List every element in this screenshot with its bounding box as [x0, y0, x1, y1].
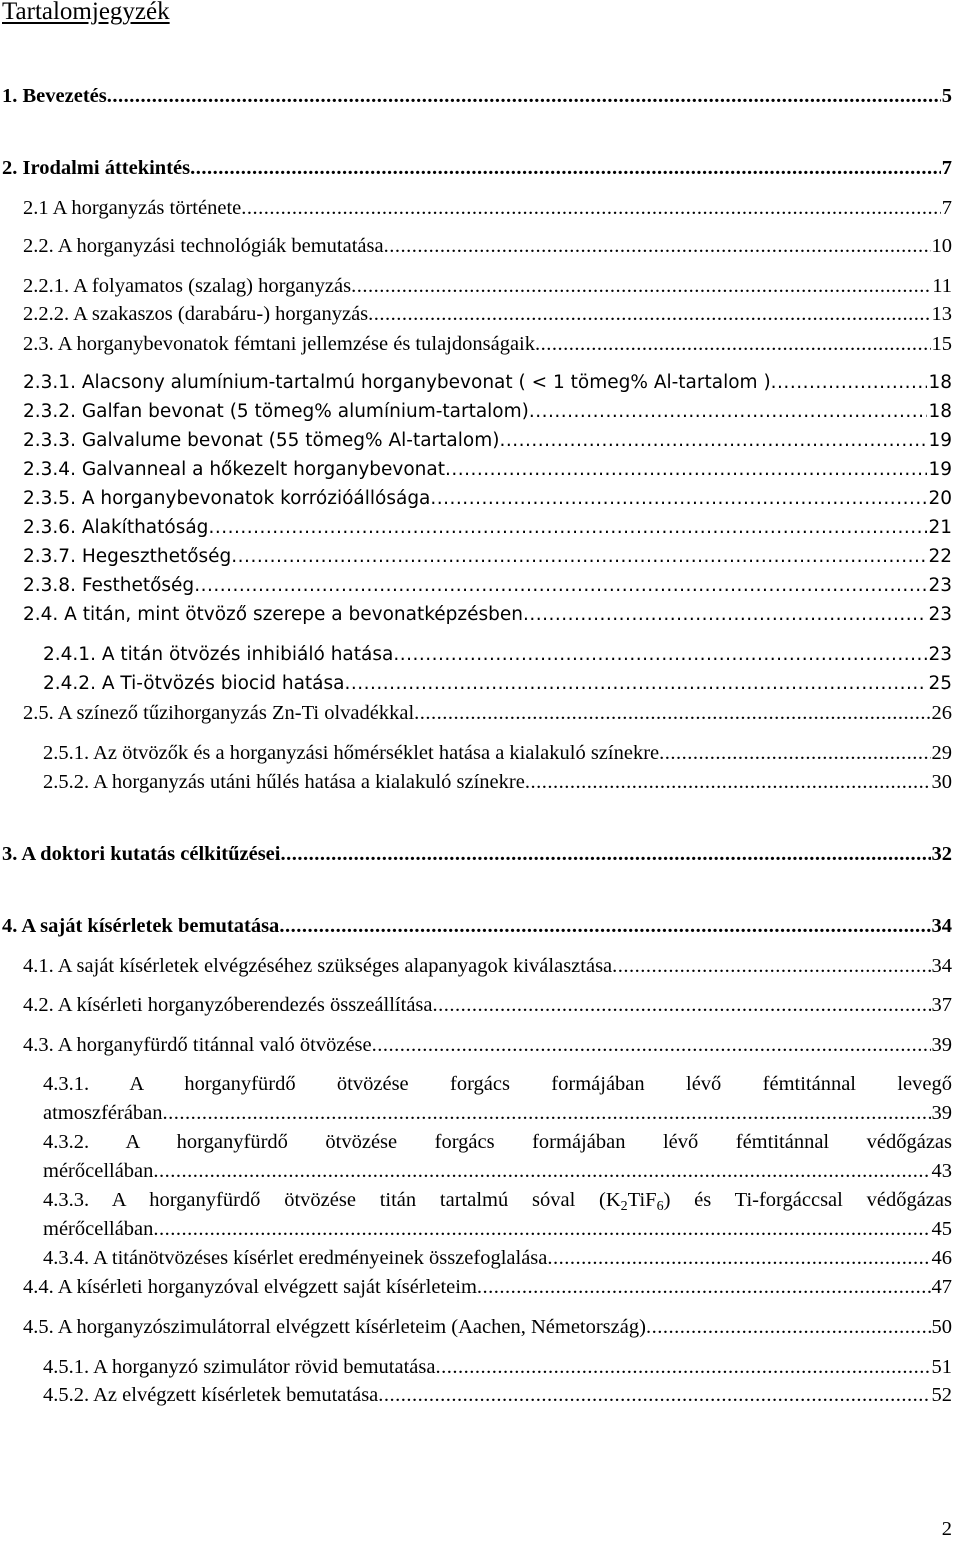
toc-entry-label: 2.2. A horganyzási technológiák bemutatása	[23, 235, 384, 257]
toc-entry-page: 25	[928, 673, 952, 694]
toc-entry-page: 18	[928, 372, 952, 393]
toc-entry-label: 4.3. A horganyfürdő titánnal való ötvözése	[23, 1034, 372, 1056]
toc-entry-label: 2.5.2. A horganyzás utáni hűlés hatása a kialakuló színekre	[43, 771, 525, 793]
toc-entry[interactable]	[23, 456, 952, 484]
toc-entry[interactable]	[43, 1157, 952, 1185]
toc-entry-label: mérőcellában	[43, 1218, 154, 1240]
toc-entry-label: 4.1. A saját kísérletek elvégzéséhez szükséges alapanyagok kiválasztása	[23, 955, 613, 977]
toc-entry[interactable]	[2, 82, 952, 110]
toc-entry-first-line[interactable]: 4.3.2. A horganyfürdő ötvözése forgács formájában lévő fémtitánnal védőgázas	[43, 1131, 952, 1153]
toc-entry[interactable]	[2, 154, 952, 182]
toc-entry-label: 2.3.5. A horganybevonatok korrózióállósága	[23, 488, 431, 509]
toc-entry-label: mérőcellában	[43, 1160, 154, 1182]
toc-entry[interactable]	[43, 739, 952, 767]
toc-entry-page: 7	[941, 197, 952, 219]
toc-entry[interactable]	[23, 699, 952, 727]
toc-entry[interactable]	[43, 1381, 952, 1409]
toc-entry-label: 2.4.2. A Ti-ötvözés biocid hatása	[43, 673, 345, 694]
toc-entry-page: 5	[941, 85, 952, 107]
toc-entry-page: 19	[928, 459, 952, 480]
toc-entry-page: 10	[931, 235, 952, 257]
toc-entry-label: 2.2.2. A szakaszos (darabáru-) horganyzás	[23, 303, 369, 325]
toc-entry-label: 4.5.2. Az elvégzett kísérletek bemutatása	[43, 1384, 379, 1406]
toc-entry-page: 21	[928, 517, 952, 538]
toc-entry[interactable]	[23, 1313, 952, 1341]
toc-entry[interactable]	[23, 272, 952, 300]
toc-entry-label: 4.3.4. A titánötvözéses kísérlet eredményeinek összefoglalása	[43, 1247, 548, 1269]
toc-entry-label: 2.3.2. Galfan bevonat (5 tömeg% alumínium-tartalom)	[23, 401, 529, 422]
toc-entry-label: 4.2. A kísérleti horganyzóberendezés összeállítása	[23, 994, 433, 1016]
toc-entry[interactable]	[2, 840, 952, 868]
toc-entry-page: 13	[931, 303, 952, 325]
toc-entry-page: 39	[931, 1102, 952, 1124]
toc-entry-page: 18	[928, 401, 952, 422]
toc-entry[interactable]	[23, 427, 952, 455]
toc-entry-page: 23	[928, 604, 952, 625]
toc-entry-page: 46	[931, 1247, 952, 1269]
toc-entry[interactable]	[23, 300, 952, 328]
page-number: 2	[941, 1518, 952, 1540]
toc-entry-page: 15	[931, 333, 952, 355]
toc-entry-page: 23	[928, 644, 952, 665]
toc-entry[interactable]	[23, 991, 952, 1019]
toc-entry-label: 2.1 A horganyzás története	[23, 197, 242, 219]
toc-entry-page: 43	[931, 1160, 952, 1182]
toc-entry-label: 2.3.6. Alakíthatóság	[23, 517, 209, 538]
toc-entry-page: 19	[928, 430, 952, 451]
toc-entry-page: 20	[928, 488, 952, 509]
toc-entry-page: 23	[928, 575, 952, 596]
toc-entry[interactable]	[43, 1099, 952, 1127]
toc-entry-label: 2.5.1. Az ötvözők és a horganyzási hőmérséklet hatása a kialakuló színekre	[43, 742, 660, 764]
toc-entry-label: 2.3. A horganybevonatok fémtani jellemzése és tulajdonságaik	[23, 333, 535, 355]
toc-entry[interactable]	[23, 1273, 952, 1301]
toc-entry[interactable]	[23, 601, 952, 629]
toc-entry-label: 2.3.3. Galvalume bevonat (55 tömeg% Al-tartalom)	[23, 430, 500, 451]
toc-entry[interactable]	[43, 1244, 952, 1272]
toc-entry-first-line[interactable]: 4.3.3. A horganyfürdő ötvözése titán tartalmú sóval $(K_2TiF_6)$ és Ti-forgáccsal védőgázas	[43, 1189, 952, 1214]
toc-entry-page: 50	[931, 1316, 952, 1338]
toc-entry[interactable]	[23, 369, 952, 397]
toc-entry-page: 7	[941, 157, 952, 179]
toc-entry-label: 2.3.1. Alacsony alumínium-tartalmú horganybevonat ( < 1 tömeg% Al-tartalom )	[23, 372, 771, 393]
toc-entry-label: 3. A doktori kutatás célkitűzései	[2, 843, 281, 865]
toc-entry[interactable]	[23, 514, 952, 542]
toc-entry-page: 47	[931, 1276, 952, 1298]
toc-entry-label: 2.4. A titán, mint ötvöző szerepe a bevonatképzésben	[23, 604, 523, 625]
toc-entry[interactable]	[2, 912, 952, 940]
toc-entry-page: 39	[931, 1034, 952, 1056]
toc-entry-label: 2.4.1. A titán ötvözés inhibiáló hatása	[43, 644, 394, 665]
toc-entry[interactable]	[23, 330, 952, 358]
toc-entry-label: 2.3.7. Hegeszthetőség	[23, 546, 232, 567]
toc-entry-page: 34	[931, 955, 952, 977]
toc-entry-page: 51	[931, 1356, 952, 1378]
toc-entry-label: 4.4. A kísérleti horganyzóval elvégzett saját kísérleteim	[23, 1276, 477, 1298]
toc-entry-label: atmoszférában	[43, 1102, 163, 1124]
toc-entry-label: 4.5. A horganyzószimulátorral elvégzett kísérleteim (Aachen, Németország)	[23, 1316, 646, 1338]
toc-entry-page: 37	[931, 994, 952, 1016]
toc-entry[interactable]	[23, 543, 952, 571]
toc-entry[interactable]	[43, 670, 952, 698]
toc-entry-label: 2.3.4. Galvanneal a hőkezelt horganybevonat	[23, 459, 445, 480]
toc-entry-label: 2.5. A színező tűzihorganyzás Zn-Ti olvadékkal	[23, 702, 415, 724]
toc-entry-page: 34	[931, 915, 952, 937]
toc-entry[interactable]	[23, 398, 952, 426]
toc-entry[interactable]	[43, 1215, 952, 1243]
toc-entry[interactable]	[23, 232, 952, 260]
toc-entry-page: 30	[931, 771, 952, 793]
toc-entry-label: 2.2.1. A folyamatos (szalag) horganyzás	[23, 275, 352, 297]
toc-entry[interactable]	[43, 1353, 952, 1381]
toc-entry-label: 2. Irodalmi áttekintés	[2, 157, 191, 179]
toc-entry-page: 52	[931, 1384, 952, 1406]
toc-entry[interactable]	[23, 572, 952, 600]
toc-entry-label: 4.5.1. A horganyzó szimulátor rövid bemutatása	[43, 1356, 436, 1378]
toc-entry[interactable]	[23, 1031, 952, 1059]
toc-entry-label: 1. Bevezetés	[2, 85, 107, 107]
toc-entry-page: 32	[931, 843, 952, 865]
toc-entry[interactable]	[23, 952, 952, 980]
toc-entry-first-line[interactable]: 4.3.1. A horganyfürdő ötvözése forgács formájában lévő fémtitánnal levegő	[43, 1073, 952, 1095]
toc-entry[interactable]	[43, 768, 952, 796]
toc-entry-page: 29	[931, 742, 952, 764]
toc-entry[interactable]	[23, 194, 952, 222]
toc-entry[interactable]	[43, 641, 952, 669]
toc-entry-label: 4. A saját kísérletek bemutatása	[2, 915, 280, 937]
toc-entry-label: 2.3.8. Festhetőség	[23, 575, 195, 596]
toc-title: Tartalomjegyzék	[2, 0, 170, 25]
toc-entry-page: 26	[931, 702, 952, 724]
toc-entry-page: 22	[928, 546, 952, 567]
toc-entry[interactable]	[23, 485, 952, 513]
toc-entry-page: 11	[932, 275, 952, 297]
toc-entry-page: 45	[931, 1218, 952, 1240]
